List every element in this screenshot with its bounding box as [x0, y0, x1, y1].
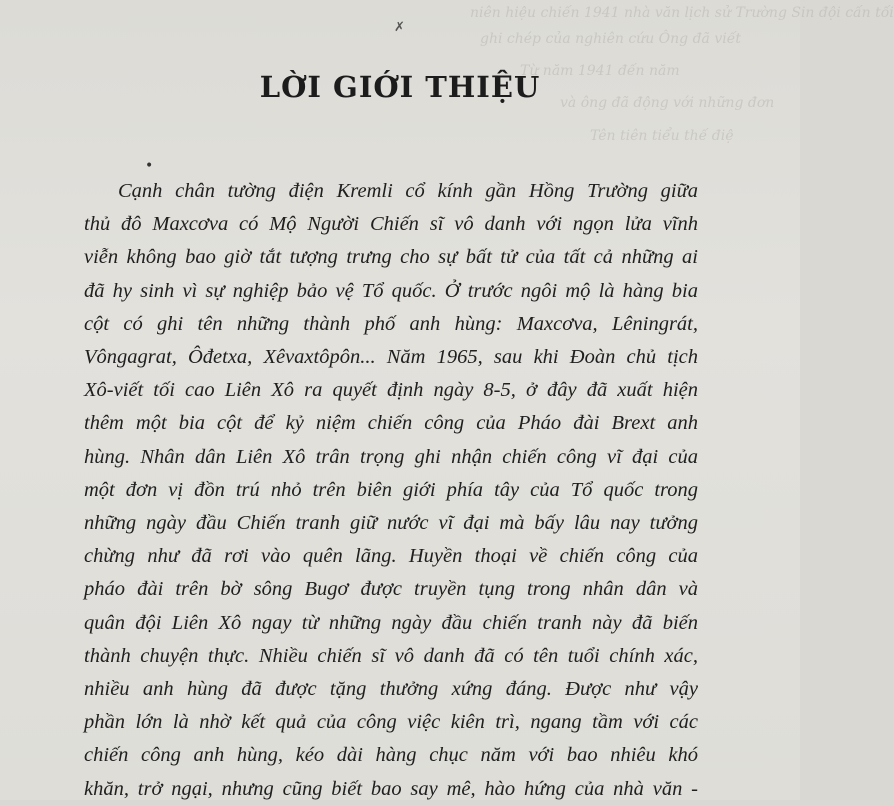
- text-line: viễn không bao giờ tắt tượng trưng cho sự bất tử của tất cả những ai: [84, 246, 698, 269]
- text-line: chừng như đã rơi vào quên lãng. Huyền thoại về chiến công của: [84, 545, 698, 568]
- page-mark: ✗: [394, 20, 405, 35]
- body-paragraph: [84, 175, 698, 806]
- bleed-through-text: niên hiệu chiến 1941 nhà văn lịch sử Trường Sin đội cấn tối: [470, 5, 894, 21]
- text-line: Cạnh chân tường điện Kremli cổ kính gần Hồng Trường giữa: [118, 180, 698, 202]
- text-line: phần lớn là nhờ kết quả của công việc kiên trì, ngang tầm với các: [84, 711, 698, 734]
- text-line: pháo đài trên bờ sông Bugơ được truyền tụng trong nhân dân và: [84, 578, 698, 601]
- text-line: nhiều anh hùng đã được tặng thưởng xứng đáng. Được như vậy: [84, 678, 698, 701]
- text-line: thủ đô Maxcơva có Mộ Người Chiến sĩ vô danh với ngọn lửa vĩnh: [84, 213, 698, 236]
- bullet-dot: •: [145, 158, 154, 174]
- text-line: Vôngagrat, Ôđetxa, Xêvaxtôpôn... Năm 1965, sau khi Đoàn chủ tịch: [84, 346, 698, 369]
- page-title: LỜI GIỚI THIỆU: [259, 70, 541, 104]
- bleed-through-text: Từ năm 1941 đến năm: [520, 63, 680, 79]
- bleed-through-text: ghi chép của nghiên cứu Ông đã viết: [480, 31, 741, 47]
- text-line: thành chuyện thực. Nhiều chiến sĩ vô danh đã có tên tuổi chính xác,: [84, 644, 698, 667]
- text-line: đã hy sinh vì sự nghiệp bảo vệ Tổ quốc. Ở trước ngôi mộ là hàng bia: [84, 279, 698, 302]
- text-line: Xô-viết tối cao Liên Xô ra quyết định ngày 8-5, ở đây đã xuất hiện: [84, 379, 698, 402]
- text-line: chiến công anh hùng, kéo dài hàng chục năm với bao nhiêu khó: [84, 744, 698, 767]
- text-line: cột có ghi tên những thành phố anh hùng: Maxcơva, Lêningrát,: [84, 312, 698, 335]
- bleed-through-text: và ông đã động với những đơn: [560, 95, 775, 111]
- text-line: quân đội Liên Xô ngay từ những ngày đầu chiến tranh này đã biến: [84, 611, 698, 634]
- text-line: thêm một bia cột để kỷ niệm chiến công của Pháo đài Brext anh: [84, 412, 698, 435]
- text-line: những ngày đầu Chiến tranh giữ nước vĩ đại mà bấy lâu nay tưởng: [84, 512, 698, 535]
- text-line: một đơn vị đồn trú nhỏ trên biên giới phía tây của Tổ quốc trong: [84, 478, 698, 501]
- text-line: khăn, trở ngại, nhưng cũng biết bao say mê, hào hứng của nhà văn -: [84, 777, 698, 800]
- text-line: hùng. Nhân dân Liên Xô trân trọng ghi nhận chiến công vĩ đại của: [84, 445, 698, 468]
- bleed-through-text: Tên tiên tiểu thế điệ: [590, 128, 734, 144]
